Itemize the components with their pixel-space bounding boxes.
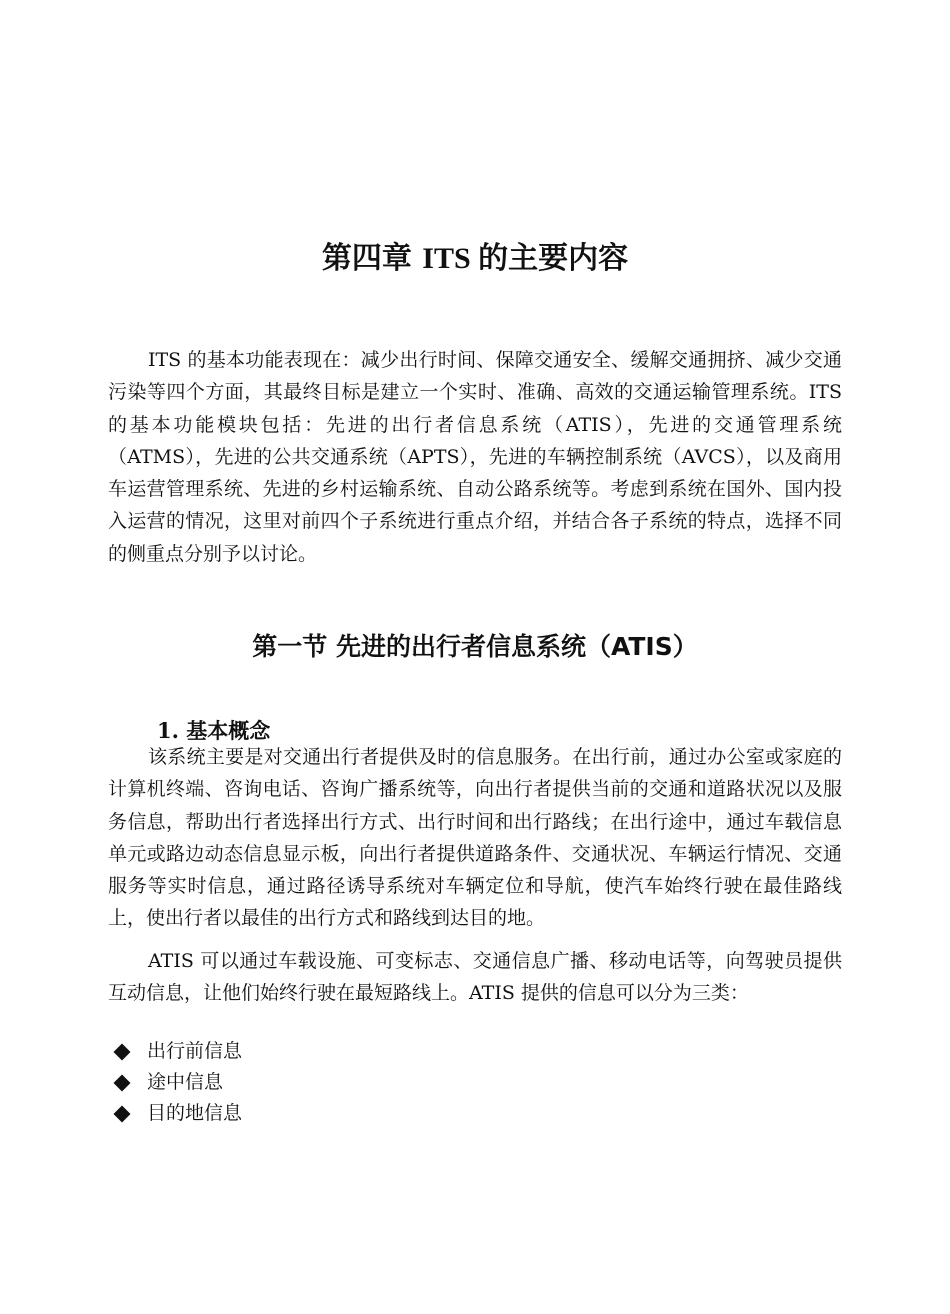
subsection-title: 1. 基本概念 [157,718,271,743]
chapter-title-suffix: 的主要内容 [478,241,629,277]
diamond-bullet-icon [114,1043,131,1060]
diamond-bullet-icon [114,1074,131,1091]
list-item [113,1067,242,1098]
chapter-title [0,238,950,280]
chapter-title-latin: ITS [422,242,479,276]
list-item-text: 出行前信息 [147,1040,243,1062]
body-paragraph-1: 该系统主要是对交通出行者提供及时的信息服务。在出行前，通过办公室或家庭的计算机终端、咨询电话、咨询广播系统等，向出行者提供当前的交通和道路状况以及服务信息，帮助出行者选择出行方式、出行时间和出行路线；在出行途中，通过车载信息单元或路边动态信息显示板，向出行者提供道路条件、交通状况、车辆运行情况、交通服务等实时信息，通过路径诱导系统对车辆定位和导航，使汽车始终行驶在最佳路线上，使出行者以最佳的出行方式和路线到达目的地。 [108,746,842,930]
chapter-title-prefix: 第四章 [321,241,423,277]
list-item [113,1036,242,1067]
intro-paragraph: ITS 的基本功能表现在：减少出行时间、保障交通安全、缓解交通拥挤、减少交通污染等四个方面，其最终目标是建立一个实时、准确、高效的交通运输管理系统。ITS 的基本功能模块包括：先进的出行者信息系统（ATIS），先进的交通管理系统（ATMS），先进的公共交通系统（APTS），先进的车辆控制系统（AVCS），以及商用车运营管理系统、先进的乡村运输系统、自动公路系统等。考虑到系统在国外、国内投入运营的情况，这里对前四个子系统进行重点介绍，并结合各子系统的特点，选择不同的侧重点分别予以讨论。 [108,349,842,565]
list-item-text: 目的地信息 [147,1102,243,1124]
list-item [113,1098,242,1129]
body-paragraph-2: ATIS 可以通过车载设施、可变标志、交通信息广播、移动电话等，向驾驶员提供互动信息，让他们始终行驶在最短路线上。ATIS 提供的信息可以分为三类： [108,950,842,1005]
diamond-bullet-icon [114,1105,131,1122]
info-type-list [113,1036,242,1129]
section-title: 第一节 先进的出行者信息系统（ATIS） [252,631,698,661]
list-item-text: 途中信息 [147,1071,224,1093]
